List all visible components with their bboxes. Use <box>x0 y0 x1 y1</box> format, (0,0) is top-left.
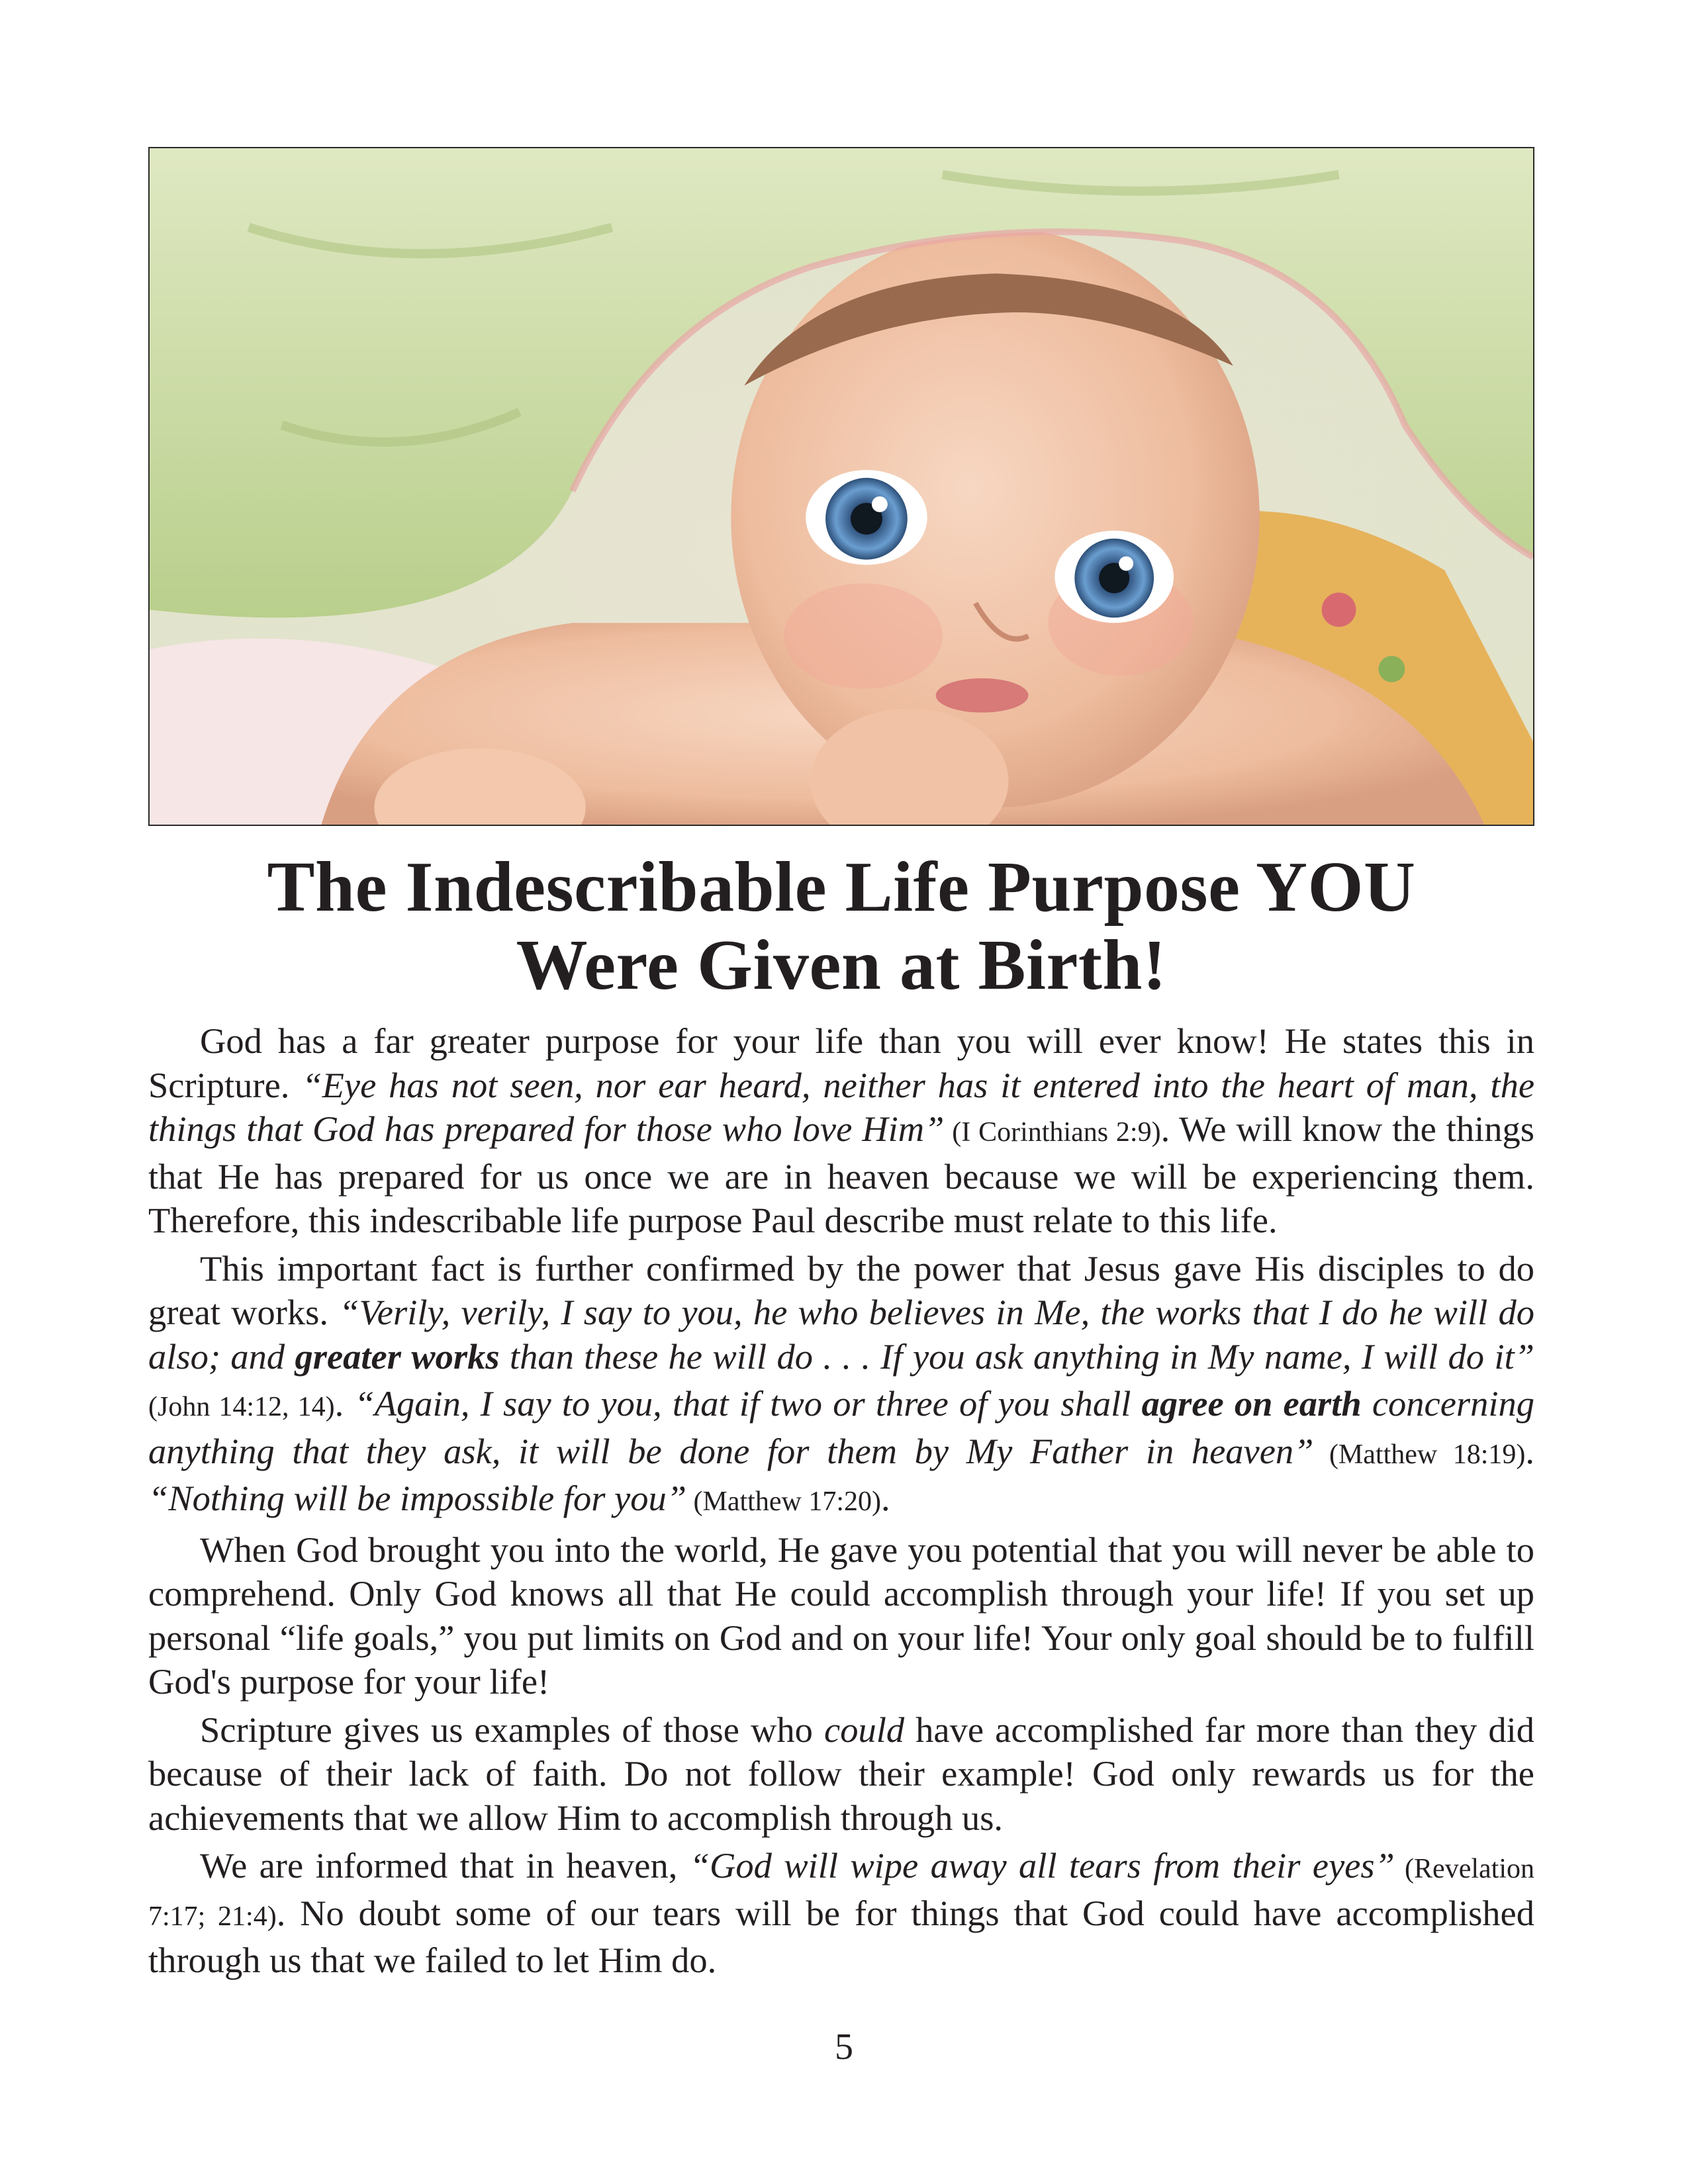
scripture-quote: “Verily, verily, I say to you, he who believes in Me, the works that I do he will do also; and <box>148 1292 1534 1377</box>
article-body <box>148 1019 1534 1987</box>
text-run: We are informed that in heaven, <box>200 1845 690 1886</box>
text-run: . <box>1525 1430 1534 1471</box>
paragraph-3: When God brought you into the world, He gave you potential that you will never be able to comprehend. Only God knows all that He could accomplish through your life! If you set up personal “life goals,” you put limits on God and on your life! Your only goal should be to fulfill God's purpose for your life! <box>148 1529 1534 1702</box>
text-run: . <box>334 1383 355 1424</box>
emphasis: could <box>824 1709 905 1750</box>
scripture-quote: “God will wipe away all tears from their eyes” <box>689 1845 1395 1886</box>
title-line-2: Were Given at Birth! <box>516 926 1167 1005</box>
text-run: This important fact is further confirmed by the power that Jesus gave His disciples to do great works. <box>148 1248 1534 1332</box>
paragraph-5 <box>148 1844 1534 1983</box>
paragraph-2 <box>148 1247 1534 1524</box>
paragraph-4 <box>148 1708 1534 1841</box>
scripture-emphasis: greater works <box>295 1336 500 1377</box>
scripture-reference: (Revelation 7:17; 21:4) <box>148 1854 1534 1932</box>
scripture-quote: “Nothing will be impossible for you” <box>148 1478 687 1518</box>
baby-photo <box>148 147 1534 826</box>
text-run: . <box>880 1478 890 1518</box>
text-run: God has a far greater purpose for your life than you will ever know! He states this in Scripture. <box>148 1021 1534 1105</box>
scripture-reference: (Matthew 18:19) <box>1313 1439 1526 1470</box>
scripture-quote: concerning anything that they ask, it will be done for them by My Father in heaven” <box>148 1383 1534 1471</box>
scripture-reference: (John 14:12, 14) <box>148 1392 335 1422</box>
scripture-quote: “Again, I say to you, that if two or three of you shall <box>354 1383 1142 1424</box>
text-run: . No doubt some of our tears will be for things that God could have accomplished through us that we failed to let Him do. <box>148 1892 1534 1980</box>
scripture-quote: than these he will do . . . If you ask anything in My name, I will do it” <box>499 1336 1534 1377</box>
text-run: . We will know the things that He has prepared for us once we are in heaven because we will be experiencing them. Therefore, this indescribable life purpose Paul describe must relate to this life. <box>148 1109 1535 1240</box>
paragraph-1 <box>148 1019 1534 1243</box>
scripture-quote: “Eye has not seen, nor ear heard, neither has it entered into the heart of man, the things that God has prepared for those who love Him” <box>148 1064 1535 1149</box>
scripture-emphasis: agree on earth <box>1141 1383 1362 1424</box>
page-number: 5 <box>835 2026 853 2068</box>
text-run: have accomplished far more than they did because of their lack of faith. Do not follow their example! God only rewards us for the achievements that we allow Him to accomplish through us. <box>148 1709 1534 1838</box>
text-run: Scripture gives us examples of those who <box>200 1709 824 1750</box>
title-line-1: The Indescribable Life Purpose YOU <box>267 848 1416 927</box>
scripture-reference: (I Corinthians 2:9) <box>944 1117 1161 1148</box>
baby-under-blanket-photo-icon <box>150 148 1533 825</box>
scripture-reference: (Matthew 17:20) <box>686 1486 881 1517</box>
page-title <box>148 848 1534 1005</box>
